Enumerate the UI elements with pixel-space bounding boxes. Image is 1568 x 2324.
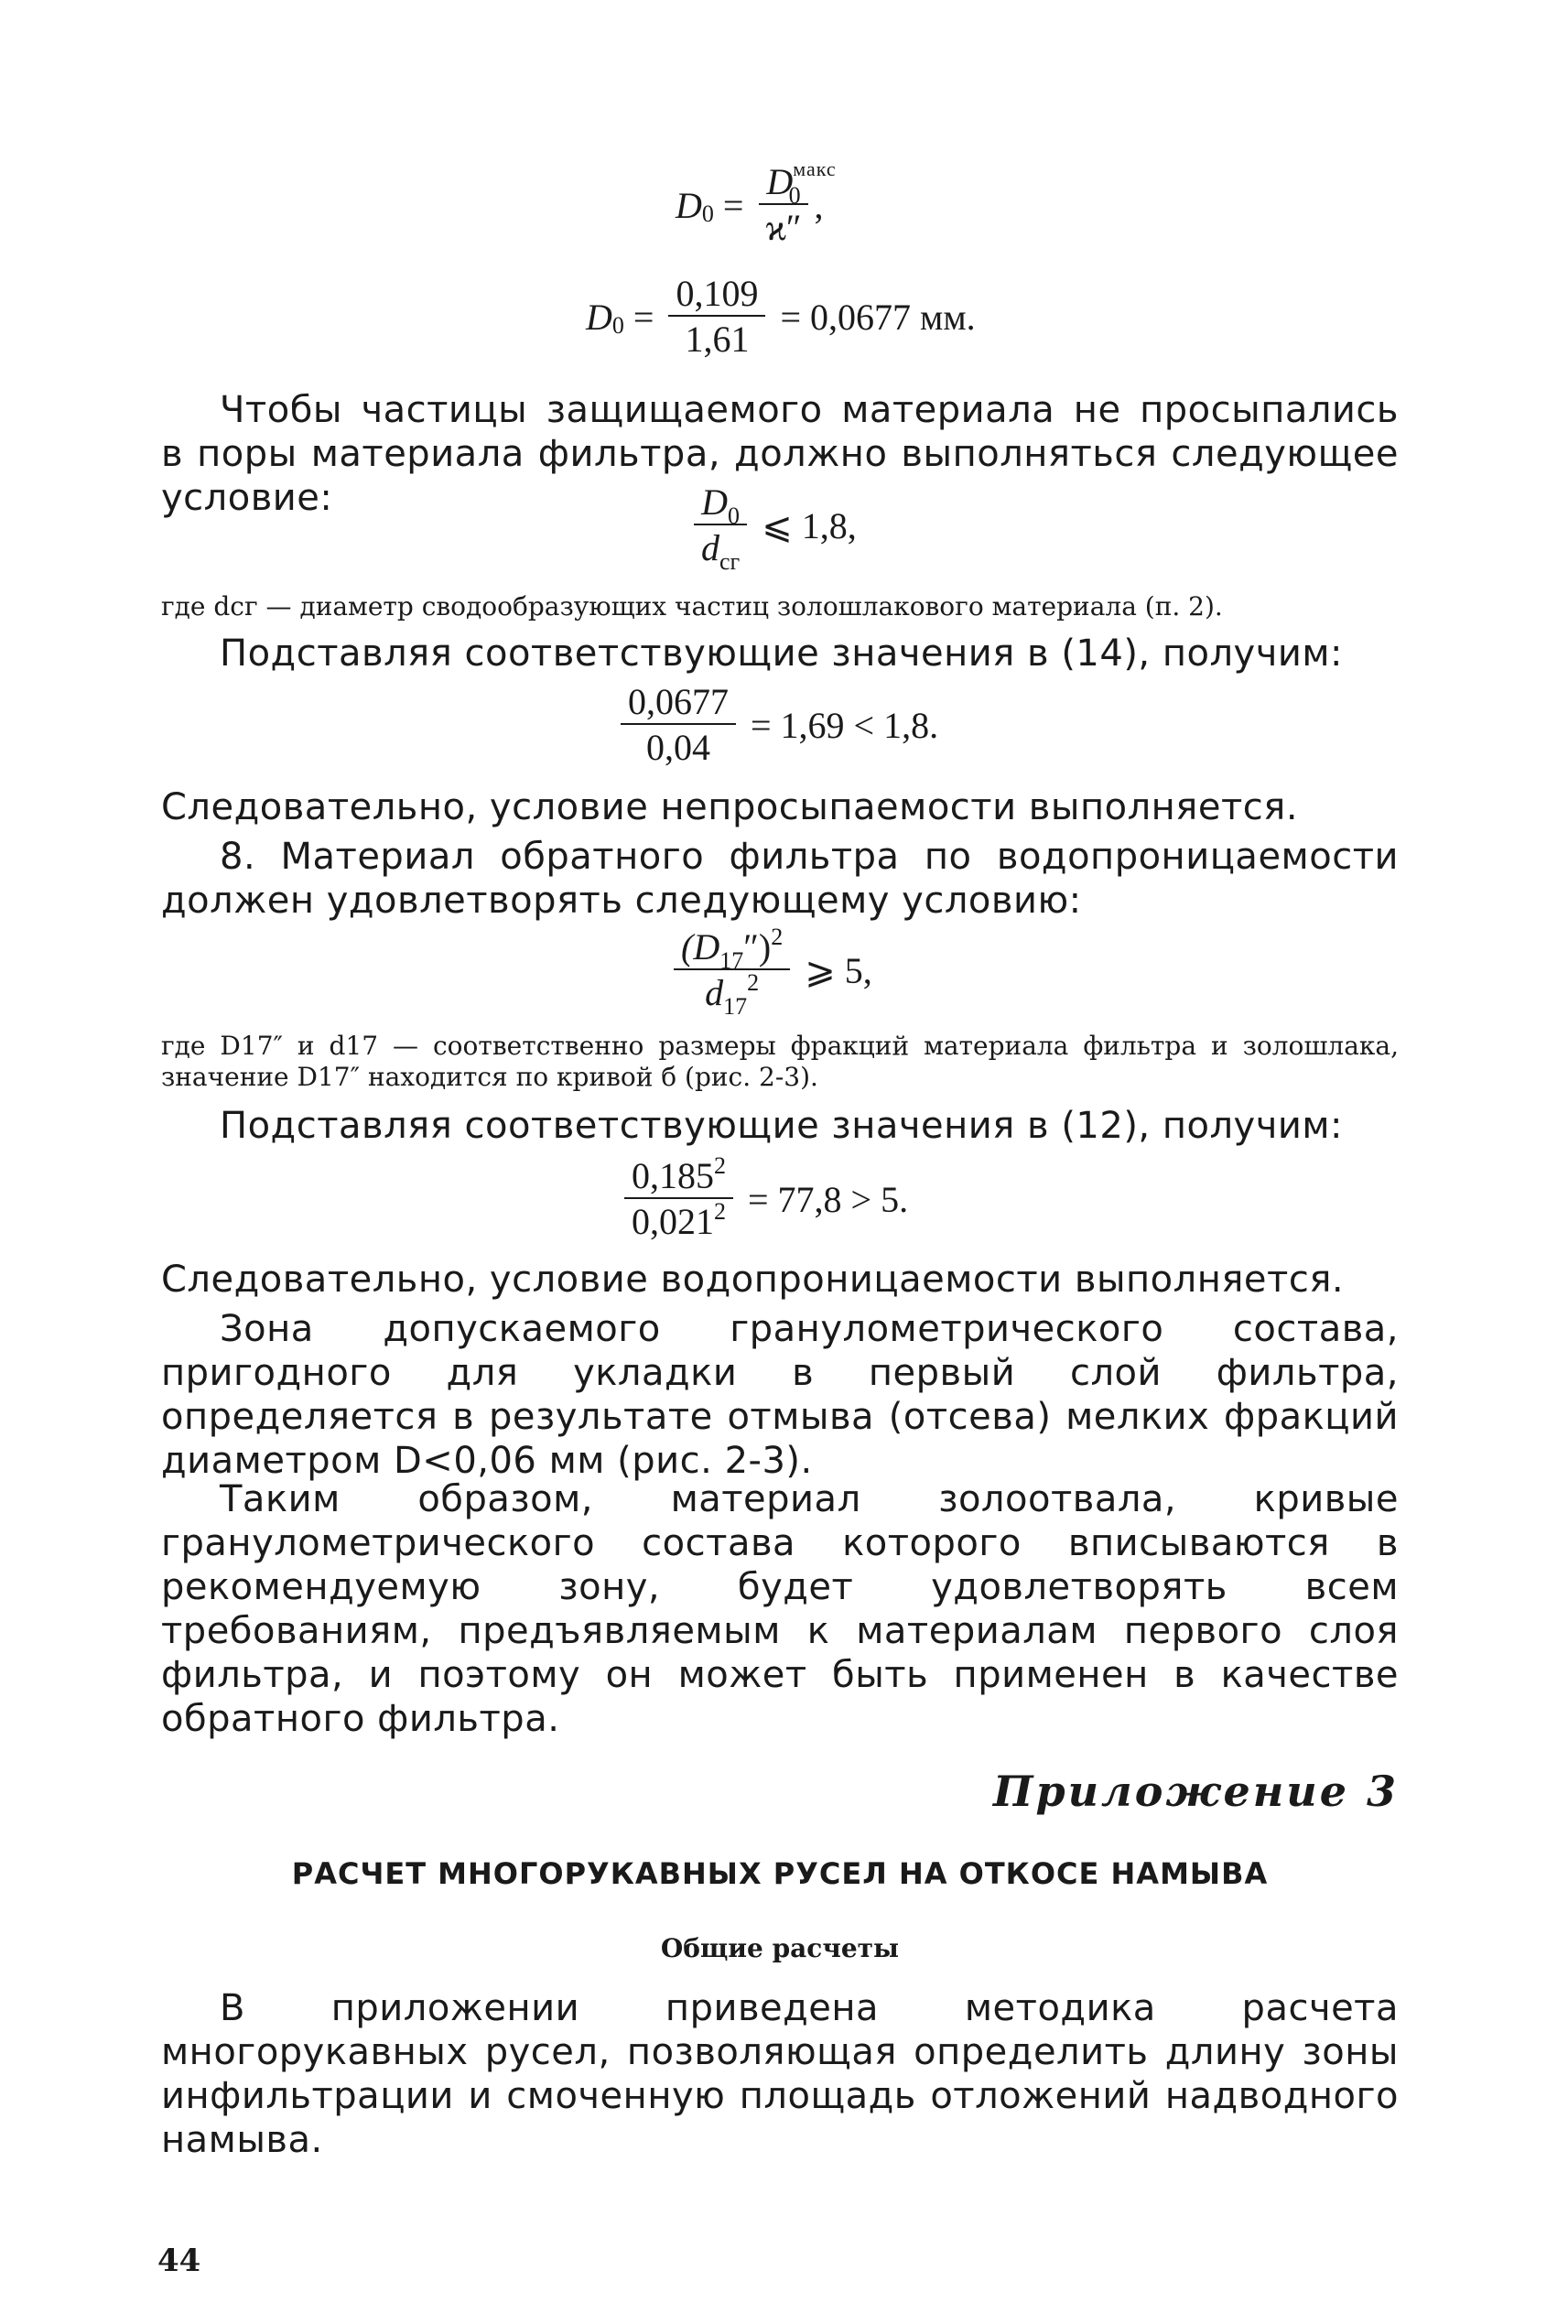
paragraph-particle-condition: Чтобы частицы защищаемого материала не просыпались в поры материала фильтра, должно выполняться следующее условие: bbox=[161, 389, 1399, 519]
formula-check-1 bbox=[615, 683, 947, 767]
fraction-denominator: $d_{17}^2$ bbox=[705, 969, 760, 1020]
formula-fraction bbox=[668, 275, 765, 359]
formula-fraction bbox=[758, 157, 837, 248]
formula-fraction bbox=[694, 481, 747, 575]
formula-result: = 1,69 < 1,8. bbox=[751, 704, 939, 746]
paragraph-substitute-14: Подставляя соответствующие значения в (14), получим: bbox=[220, 632, 1343, 675]
paragraph-conclusion-1: Следовательно, условие непросыпаемости выполняется. bbox=[161, 786, 1299, 828]
formula-d0-definition bbox=[676, 157, 837, 248]
paragraph-conclusion-2: Следовательно, условие водопроницаемости выполняется. bbox=[161, 1259, 1345, 1301]
formula-result: ⩾ 5, bbox=[805, 949, 872, 991]
formula-fraction bbox=[674, 924, 790, 1020]
fraction-denominator: 0,021$^2$ bbox=[632, 1198, 726, 1242]
formula-fraction bbox=[624, 1152, 733, 1242]
formula-result: = 77,8 > 5. bbox=[748, 1178, 909, 1220]
formula-subscript: 0 bbox=[611, 312, 624, 339]
formula-permeability-condition bbox=[668, 924, 881, 1020]
fraction-numerator: 0,185$^2$ bbox=[624, 1157, 733, 1199]
fraction-numerator: $(D_{17}'')^2$ bbox=[674, 928, 790, 970]
fraction-numerator: $D_0$ bbox=[694, 483, 747, 525]
appendix-heading: Приложение 3 bbox=[992, 1767, 1399, 1816]
note-dcg-definition: где dсг — диаметр сводообразующих частиц золошлакового материала (п. 2). bbox=[161, 591, 1223, 622]
paragraph-appendix-intro: В приложении приведена методика расчета многорукавных русел, позволяющая определить длину зоны инфильтрации и смоченную площадь отложений надводного намыва. bbox=[161, 1987, 1399, 2161]
formula-operator: = bbox=[633, 296, 654, 338]
paragraph-summary: Таким образом, материал золоотвала, кривые гранулометрического состава которого вписываются в рекомендуемую зону, будет удовлетворять всем требованиям, предъявляемым к материалам первого слоя фильтра, и поэтому он может быть применен в качестве обратного фильтра. bbox=[161, 1478, 1399, 1740]
formula-subscript: 0 bbox=[701, 200, 714, 227]
fraction-numerator: $D^{макс}_0$ bbox=[759, 163, 807, 205]
formula-check-2 bbox=[619, 1152, 917, 1242]
formula-operator: = bbox=[722, 184, 744, 226]
fraction-denominator: 1,61 bbox=[685, 319, 750, 360]
formula-symbol: D bbox=[586, 296, 612, 338]
formula-fraction bbox=[621, 683, 736, 767]
subsection-title: Общие расчеты bbox=[660, 1933, 900, 1963]
formula-result: ⩽ 1,8, bbox=[762, 504, 857, 546]
formula-punctuation: , bbox=[814, 184, 824, 226]
formula-result: = 0,0677 bbox=[780, 296, 912, 338]
fraction-denominator: ϰ″ bbox=[765, 207, 802, 248]
formula-d0-ratio-condition bbox=[688, 481, 866, 575]
formula-unit: мм. bbox=[920, 296, 976, 338]
note-d17-definition: где D17″ и d17 — соответственно размеры фракций материала фильтра и золошлака, значение D17″ находится по кривой б (рис. 2-3). bbox=[161, 1031, 1399, 1092]
fraction-denominator: 0,04 bbox=[646, 727, 710, 768]
formula-d0-value bbox=[586, 275, 976, 359]
paragraph-item-8: 8. Материал обратного фильтра по водопроницаемости должен удовлетворять следующему условию: bbox=[161, 836, 1399, 922]
section-title: РАСЧЕТ МНОГОРУКАВНЫХ РУСЕЛ НА ОТКОСЕ НАМЫВА bbox=[291, 1856, 1269, 1891]
formula-symbol: D bbox=[676, 184, 702, 226]
page-number: 44 bbox=[157, 2243, 201, 2279]
paragraph-grain-zone: Зона допускаемого гранулометрического состава, пригодного для укладки в первый слой фильтра, определяется в результате отмыва (отсева) мелких фракций диаметром D<0,06 мм (рис. 2-3). bbox=[161, 1308, 1399, 1482]
fraction-numerator: 0,109 bbox=[668, 275, 765, 317]
fraction-numerator: 0,0677 bbox=[621, 683, 736, 725]
fraction-denominator: $d_{сг}$ bbox=[701, 527, 741, 575]
paragraph-substitute-12: Подставляя соответствующие значения в (12), получим: bbox=[220, 1105, 1343, 1147]
